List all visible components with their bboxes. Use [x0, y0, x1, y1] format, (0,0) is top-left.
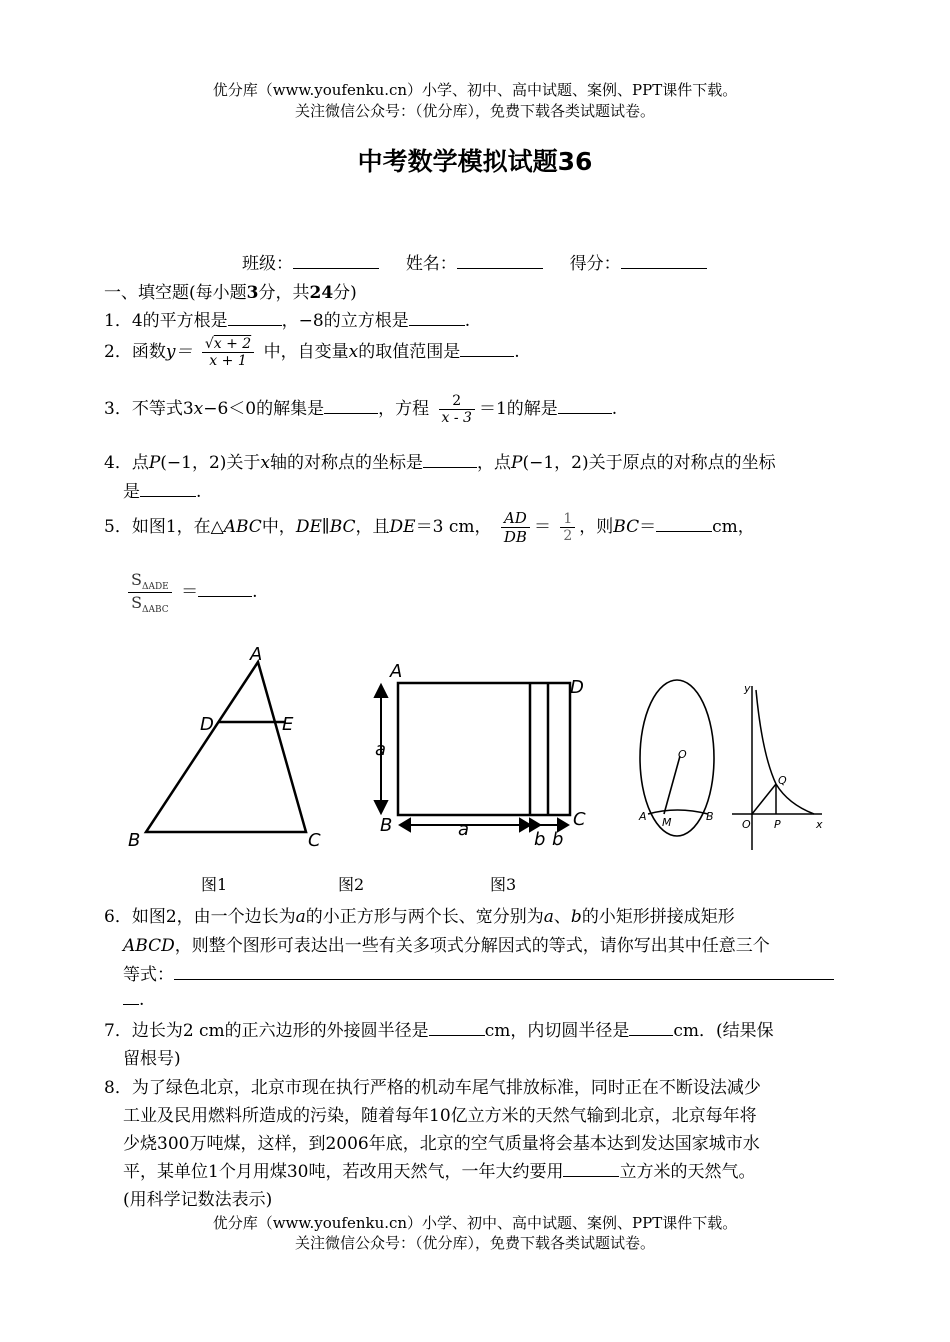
fig1-label-c: C	[308, 830, 321, 851]
q5-text-g: ＝	[181, 582, 199, 603]
figure-1-triangle	[120, 640, 340, 855]
q5-s-num: S	[131, 570, 142, 589]
q3-text-b: −6＜0的解集是	[203, 399, 325, 419]
q4-text-b: (−1，2)关于	[160, 453, 261, 473]
q5-text-c: ，且	[355, 517, 390, 537]
fig3-graph-label-x: x	[816, 818, 823, 831]
q5-bc-2: BC	[613, 517, 640, 537]
question-7-line-1	[104, 1016, 774, 1041]
q3-var: x	[193, 399, 204, 419]
q3-num: 2	[439, 393, 475, 410]
q5-eq: ＝	[533, 517, 551, 537]
q7-text-b: cm，内切圆半径是	[484, 1021, 630, 1041]
q3-text-d: ＝1的解是	[478, 399, 558, 419]
fig1-label-b: B	[128, 830, 141, 851]
footer-line-1: 优分库（www.youfenku.cn）小学、初中、高中试题、案例、PPT课件下载。	[212, 1214, 738, 1232]
q3-blank-2[interactable]	[558, 396, 612, 414]
dimension-arrows	[375, 685, 568, 831]
q5-unit: cm，	[712, 517, 755, 537]
question-4-line-2	[123, 477, 201, 502]
fig3-label-o: O	[678, 748, 687, 761]
q5-area-fraction	[128, 570, 172, 615]
question-4-line-1	[104, 448, 776, 473]
fig3-label-a: A	[639, 810, 647, 823]
section-mid: 分，共	[258, 283, 310, 303]
fig2-label-c: C	[573, 809, 586, 830]
q5-half-num: 1	[560, 511, 575, 528]
q6-line2-text: ，则整个图形可表达出一些有关多项式分解因式的等式，请你写出其中任意三个	[174, 936, 770, 956]
q4-line2-a: 是	[123, 482, 140, 502]
q5-ratio-num: AD	[501, 509, 530, 528]
question-6-line-1	[104, 902, 735, 927]
fig1-label-e: E	[282, 714, 294, 735]
q2-blank[interactable]	[460, 339, 514, 357]
q5-de-2: DE	[389, 517, 416, 537]
q6-text-b: 的小正方形与两个长、宽分别为	[305, 907, 544, 927]
footer-line-2: 关注微信公众号：（优分库），免费下载各类试题试卷。	[294, 1234, 655, 1252]
q1-blank-2[interactable]	[409, 308, 465, 326]
q4-p-2: P	[511, 453, 523, 473]
q5-parallel: ∥	[321, 517, 330, 537]
q5-blank-2[interactable]	[198, 579, 252, 597]
fig3-graph-label-o: O	[742, 818, 751, 831]
q5-s-den-sub: ΔABC	[142, 605, 169, 616]
q7-blank-1[interactable]	[429, 1018, 485, 1036]
radius-om	[664, 756, 680, 814]
q2-num: x + 2	[213, 336, 252, 352]
question-8-line-2: 工业及民用燃料所造成的污染，随着每年10亿立方米的天然气输到北京，北京每年将	[123, 1106, 757, 1126]
figure-2-rectangle	[362, 655, 602, 855]
figure-3-caption: 图3	[490, 875, 517, 894]
question-6-line-4	[123, 987, 144, 1010]
q2-var: x	[348, 342, 359, 362]
q5-text-e: ，则	[579, 517, 614, 537]
fig2-label-b1: b	[534, 829, 546, 850]
q5-s-num-sub: ΔADE	[141, 582, 169, 593]
q5-half-den: 2	[563, 528, 573, 544]
question-6-line-3	[123, 960, 834, 985]
question-2	[104, 336, 520, 369]
fig3-label-b: B	[706, 810, 714, 823]
fig1-label-d: D	[200, 714, 214, 735]
q1-text-b: ，−8的立方根是	[281, 311, 409, 331]
q5-text-d: ＝3 cm，	[415, 517, 492, 537]
score-label: 得分：	[569, 254, 621, 274]
q2-den: x + 1	[209, 353, 247, 369]
question-5-area-ratio	[124, 570, 258, 615]
fig2-label-a: A	[390, 661, 403, 682]
q1-text-c: .	[464, 311, 471, 331]
q5-abc: ABC	[223, 517, 262, 537]
q7-text-a: 7．边长为2 cm的正六边形的外接圆半径是	[104, 1021, 429, 1041]
section-points: 3	[246, 283, 259, 303]
question-1	[104, 306, 470, 331]
name-blank[interactable]	[457, 251, 543, 269]
page-title: 中考数学模拟试题36	[357, 147, 593, 176]
q5-half	[560, 511, 575, 544]
section-heading	[104, 278, 357, 303]
q6-b: b	[570, 907, 582, 927]
q8-line4-text-b: 立方米的天然气。	[619, 1162, 756, 1182]
section-total: 24	[309, 283, 334, 303]
section-prefix: 一、填空题(每小题	[104, 283, 247, 303]
q5-ratio	[501, 509, 530, 546]
triangle-abc	[146, 662, 306, 832]
name-label: 姓名：	[405, 254, 457, 274]
q6-abcd: ABCD	[123, 936, 175, 956]
q4-blank-2[interactable]	[140, 479, 196, 497]
question-7-line-2: 留根号)	[123, 1049, 181, 1069]
q6-answer-blank-cont[interactable]	[123, 987, 139, 1005]
q7-text-c: cm．(结果保	[673, 1021, 774, 1041]
q2-text-b: 中，自变量	[263, 342, 349, 362]
question-8-line-4	[123, 1157, 755, 1182]
question-8-line-3: 少烧300万吨煤，这样，到2006年底，北京的空气质量将会基本达到发达国家城市水	[123, 1134, 760, 1154]
q6-sep: 、	[553, 907, 571, 927]
q4-blank-1[interactable]	[423, 450, 477, 468]
q3-blank-1[interactable]	[324, 396, 378, 414]
q8-line4-text-a: 平，某单位1个月用煤30吨，若改用天然气，一年大约要用	[123, 1162, 564, 1182]
q3-den: x - 3	[441, 410, 472, 426]
chord-ab	[648, 810, 708, 814]
q4-text-d: ，点	[477, 453, 512, 473]
q8-blank[interactable]	[563, 1159, 619, 1177]
student-info-row	[242, 249, 707, 274]
figure-3-circle	[632, 668, 722, 858]
q2-text-c: 的取值范围是	[358, 342, 461, 362]
fig3-graph-label-p: P	[774, 818, 781, 831]
q5-s-den: S	[131, 593, 143, 613]
fig2-label-b2: b	[552, 829, 564, 850]
q6-end: .	[139, 990, 145, 1010]
q5-end: .	[252, 582, 258, 603]
q1-text-a: 1．4的平方根是	[104, 311, 228, 331]
q1-blank-1[interactable]	[228, 308, 282, 326]
fig2-label-b: B	[380, 815, 393, 836]
fig1-label-a: A	[250, 644, 263, 665]
class-blank[interactable]	[293, 251, 379, 269]
q6-a: a	[295, 907, 306, 927]
hyperbola-curve	[756, 690, 814, 814]
q2-y-eq: y＝	[165, 342, 193, 362]
q2-text-a: 2．函数	[104, 342, 166, 362]
fig2-label-height-a: a	[375, 739, 387, 760]
segment-oq	[752, 784, 776, 814]
q3-end: .	[611, 399, 618, 419]
fig2-label-d: D	[570, 677, 584, 698]
question-3	[104, 393, 617, 426]
q4-p: P	[148, 453, 161, 473]
q6-a-2: a	[543, 907, 554, 927]
question-8-line-1: 8．为了绿色北京，北京市现在执行严格的机动车尾气排放标准，同时正在不断设法减少	[104, 1078, 761, 1098]
q4-line2-end: .	[196, 482, 202, 502]
fig3-graph-label-q: Q	[778, 774, 787, 787]
q3-fraction	[439, 393, 475, 426]
q5-blank-1[interactable]	[656, 514, 712, 532]
q4-text-c: 轴的对称点的坐标是	[270, 453, 424, 473]
q6-text-a: 6．如图2，由一个边长为	[104, 907, 296, 927]
q6-text-c: 的小矩形拼接成矩形	[581, 907, 735, 927]
q6-answer-blank[interactable]	[174, 962, 834, 980]
q2-num-wrap: √x + 2	[202, 336, 254, 353]
header-line-1: 优分库（www.youfenku.cn）小学、初中、高中试题、案例、PPT课件下载。	[212, 81, 738, 99]
q5-bc: BC	[329, 517, 356, 537]
q3-text-c: ，方程	[378, 399, 430, 419]
q2-fraction	[202, 336, 254, 369]
class-label: 班级：	[242, 254, 293, 274]
figure-3-graph	[728, 676, 828, 854]
figure-2-caption: 图2	[338, 875, 365, 894]
fig3-graph-label-y: y	[744, 682, 751, 695]
q5-text-b: 中，	[261, 517, 296, 537]
q6-line3-label: 等式：	[123, 965, 174, 985]
q5-text-f: ＝	[639, 517, 657, 537]
question-5	[104, 509, 755, 546]
q7-blank-2[interactable]	[629, 1018, 673, 1036]
q4-x: x	[260, 453, 271, 473]
question-8-line-5: (用科学记数法表示)	[123, 1190, 273, 1210]
q5-ratio-den: DB	[503, 528, 527, 546]
section-suffix: 分)	[333, 283, 357, 303]
rect-abcd	[398, 683, 570, 815]
q2-end: .	[514, 342, 520, 362]
header-line-2: 关注微信公众号：（优分库），免费下载各类试题试卷。	[294, 102, 655, 120]
figure-1-caption: 图1	[201, 875, 228, 894]
fig2-label-width-a: a	[458, 819, 470, 840]
q5-text-a: 5．如图1，在△	[104, 517, 224, 537]
q4-text-e: (−1，2)关于原点的对称点的坐标	[522, 453, 776, 473]
fig3-label-m: M	[662, 816, 672, 829]
q3-text-a: 3．不等式3	[104, 399, 194, 419]
q5-de: DE	[295, 517, 322, 537]
q4-text-a: 4．点	[104, 453, 149, 473]
score-blank[interactable]	[621, 251, 707, 269]
question-6-line-2	[123, 931, 770, 956]
